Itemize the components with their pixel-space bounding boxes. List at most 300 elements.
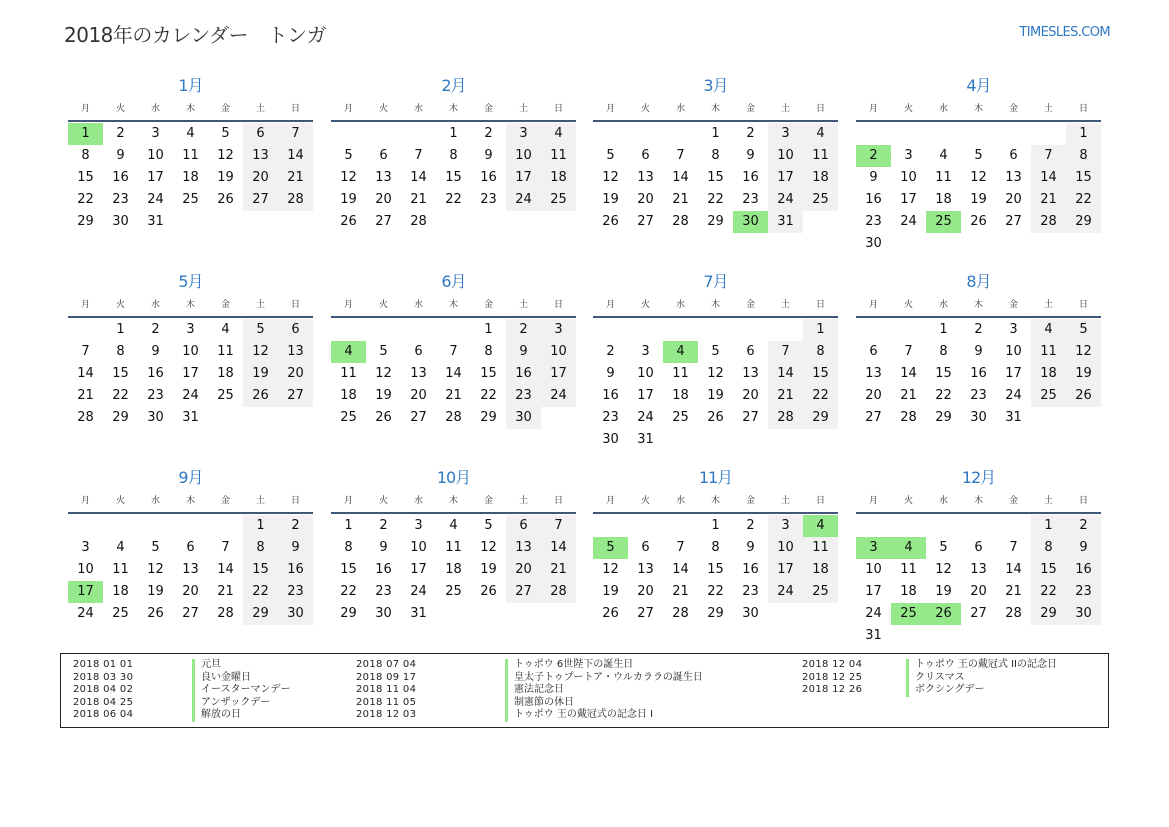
day-cell[interactable]: 19 xyxy=(480,562,497,577)
day-cell[interactable]: 15 xyxy=(77,170,94,185)
holiday-day-cell[interactable]: 4 xyxy=(803,515,838,537)
day-cell[interactable]: 18 xyxy=(935,192,952,207)
day-cell[interactable]: 24 xyxy=(900,214,917,229)
day-cell[interactable]: 28 xyxy=(1005,606,1022,621)
day-cell[interactable]: 23 xyxy=(480,192,497,207)
day-cell[interactable]: 23 xyxy=(112,192,129,207)
day-cell[interactable]: 23 xyxy=(147,388,164,403)
day-cell[interactable]: 27 xyxy=(410,410,427,425)
day-cell[interactable]: 20 xyxy=(182,584,199,599)
day-cell[interactable]: 27 xyxy=(278,385,313,407)
day-cell[interactable]: 1 xyxy=(1031,515,1066,537)
day-cell[interactable]: 10 xyxy=(1005,344,1022,359)
day-cell[interactable]: 31 xyxy=(1005,410,1022,425)
day-cell[interactable]: 29 xyxy=(243,603,278,625)
day-cell[interactable]: 11 xyxy=(935,170,952,185)
day-cell[interactable]: 28 xyxy=(445,410,462,425)
day-cell[interactable]: 1 xyxy=(711,518,720,533)
day-cell[interactable]: 19 xyxy=(243,363,278,385)
day-cell[interactable]: 4 xyxy=(221,322,230,337)
day-cell[interactable]: 26 xyxy=(970,214,987,229)
day-cell[interactable]: 6 xyxy=(506,515,541,537)
day-cell[interactable]: 24 xyxy=(865,606,882,621)
holiday-day-cell[interactable]: 4 xyxy=(331,341,366,363)
day-cell[interactable]: 15 xyxy=(480,366,497,381)
day-cell[interactable]: 9 xyxy=(746,148,755,163)
day-cell[interactable]: 14 xyxy=(278,145,313,167)
day-cell[interactable]: 7 xyxy=(414,148,423,163)
day-cell[interactable]: 3 xyxy=(768,123,803,145)
day-cell[interactable]: 30 xyxy=(1066,603,1101,625)
day-cell[interactable]: 25 xyxy=(541,189,576,211)
day-cell[interactable]: 9 xyxy=(151,344,160,359)
day-cell[interactable]: 7 xyxy=(1031,145,1066,167)
day-cell[interactable]: 23 xyxy=(506,385,541,407)
day-cell[interactable]: 13 xyxy=(182,562,199,577)
day-cell[interactable]: 11 xyxy=(217,344,234,359)
day-cell[interactable]: 10 xyxy=(637,366,654,381)
day-cell[interactable]: 17 xyxy=(147,170,164,185)
day-cell[interactable]: 12 xyxy=(602,170,619,185)
day-cell[interactable]: 24 xyxy=(637,410,654,425)
day-cell[interactable]: 9 xyxy=(116,148,125,163)
day-cell[interactable]: 17 xyxy=(182,366,199,381)
day-cell[interactable]: 2 xyxy=(151,322,160,337)
day-cell[interactable]: 6 xyxy=(278,319,313,341)
day-cell[interactable]: 9 xyxy=(869,170,878,185)
day-cell[interactable]: 13 xyxy=(410,366,427,381)
day-cell[interactable]: 11 xyxy=(803,537,838,559)
day-cell[interactable]: 2 xyxy=(606,344,615,359)
day-cell[interactable]: 8 xyxy=(484,344,493,359)
day-cell[interactable]: 14 xyxy=(672,562,689,577)
day-cell[interactable]: 20 xyxy=(742,388,759,403)
day-cell[interactable]: 6 xyxy=(641,540,650,555)
day-cell[interactable]: 20 xyxy=(637,584,654,599)
day-cell[interactable]: 16 xyxy=(112,170,129,185)
day-cell[interactable]: 27 xyxy=(637,606,654,621)
day-cell[interactable]: 23 xyxy=(375,584,392,599)
day-cell[interactable]: 5 xyxy=(243,319,278,341)
day-cell[interactable]: 30 xyxy=(375,606,392,621)
day-cell[interactable]: 22 xyxy=(77,192,94,207)
day-cell[interactable]: 28 xyxy=(278,189,313,211)
day-cell[interactable]: 10 xyxy=(865,562,882,577)
day-cell[interactable]: 6 xyxy=(379,148,388,163)
day-cell[interactable]: 29 xyxy=(1066,211,1101,233)
day-cell[interactable]: 9 xyxy=(484,148,493,163)
day-cell[interactable]: 17 xyxy=(410,562,427,577)
day-cell[interactable]: 15 xyxy=(803,363,838,385)
day-cell[interactable]: 1 xyxy=(449,126,458,141)
holiday-day-cell[interactable]: 25 xyxy=(891,603,926,625)
day-cell[interactable]: 21 xyxy=(278,167,313,189)
day-cell[interactable]: 16 xyxy=(742,562,759,577)
day-cell[interactable]: 18 xyxy=(1031,363,1066,385)
day-cell[interactable]: 3 xyxy=(151,126,160,141)
day-cell[interactable]: 14 xyxy=(217,562,234,577)
day-cell[interactable]: 18 xyxy=(340,388,357,403)
day-cell[interactable]: 16 xyxy=(480,170,497,185)
day-cell[interactable]: 29 xyxy=(707,214,724,229)
day-cell[interactable]: 3 xyxy=(904,148,913,163)
day-cell[interactable]: 28 xyxy=(768,407,803,429)
day-cell[interactable]: 4 xyxy=(186,126,195,141)
day-cell[interactable]: 9 xyxy=(506,341,541,363)
day-cell[interactable]: 5 xyxy=(606,148,615,163)
day-cell[interactable]: 24 xyxy=(768,581,803,603)
day-cell[interactable]: 23 xyxy=(865,214,882,229)
day-cell[interactable]: 9 xyxy=(1066,537,1101,559)
day-cell[interactable]: 20 xyxy=(278,363,313,385)
day-cell[interactable]: 2 xyxy=(974,322,983,337)
day-cell[interactable]: 10 xyxy=(768,537,803,559)
day-cell[interactable]: 1 xyxy=(344,518,353,533)
day-cell[interactable]: 8 xyxy=(81,148,90,163)
day-cell[interactable]: 20 xyxy=(375,192,392,207)
day-cell[interactable]: 9 xyxy=(379,540,388,555)
day-cell[interactable]: 8 xyxy=(1031,537,1066,559)
day-cell[interactable]: 11 xyxy=(541,145,576,167)
day-cell[interactable]: 7 xyxy=(676,540,685,555)
day-cell[interactable]: 14 xyxy=(672,170,689,185)
day-cell[interactable]: 28 xyxy=(1031,211,1066,233)
day-cell[interactable]: 4 xyxy=(803,123,838,145)
day-cell[interactable]: 11 xyxy=(112,562,129,577)
day-cell[interactable]: 30 xyxy=(742,606,759,621)
day-cell[interactable]: 6 xyxy=(1009,148,1018,163)
day-cell[interactable]: 11 xyxy=(803,145,838,167)
day-cell[interactable]: 21 xyxy=(217,584,234,599)
day-cell[interactable]: 21 xyxy=(445,388,462,403)
day-cell[interactable]: 8 xyxy=(344,540,353,555)
day-cell[interactable]: 26 xyxy=(480,584,497,599)
day-cell[interactable]: 13 xyxy=(865,366,882,381)
day-cell[interactable]: 10 xyxy=(147,148,164,163)
day-cell[interactable]: 31 xyxy=(410,606,427,621)
day-cell[interactable]: 13 xyxy=(375,170,392,185)
day-cell[interactable]: 20 xyxy=(410,388,427,403)
day-cell[interactable]: 29 xyxy=(803,407,838,429)
day-cell[interactable]: 14 xyxy=(900,366,917,381)
day-cell[interactable]: 14 xyxy=(445,366,462,381)
day-cell[interactable]: 16 xyxy=(865,192,882,207)
day-cell[interactable]: 13 xyxy=(1005,170,1022,185)
day-cell[interactable]: 13 xyxy=(742,366,759,381)
day-cell[interactable]: 31 xyxy=(147,214,164,229)
day-cell[interactable]: 16 xyxy=(278,559,313,581)
day-cell[interactable]: 23 xyxy=(278,581,313,603)
day-cell[interactable]: 16 xyxy=(147,366,164,381)
day-cell[interactable]: 21 xyxy=(1005,584,1022,599)
day-cell[interactable]: 5 xyxy=(379,344,388,359)
day-cell[interactable]: 31 xyxy=(637,432,654,447)
day-cell[interactable]: 15 xyxy=(935,366,952,381)
day-cell[interactable]: 22 xyxy=(803,385,838,407)
day-cell[interactable]: 7 xyxy=(449,344,458,359)
day-cell[interactable]: 10 xyxy=(541,341,576,363)
day-cell[interactable]: 6 xyxy=(186,540,195,555)
day-cell[interactable]: 7 xyxy=(768,341,803,363)
day-cell[interactable]: 24 xyxy=(768,189,803,211)
day-cell[interactable]: 11 xyxy=(182,148,199,163)
day-cell[interactable]: 22 xyxy=(340,584,357,599)
day-cell[interactable]: 5 xyxy=(1066,319,1101,341)
day-cell[interactable]: 13 xyxy=(243,145,278,167)
day-cell[interactable]: 27 xyxy=(182,606,199,621)
day-cell[interactable]: 4 xyxy=(939,148,948,163)
day-cell[interactable]: 15 xyxy=(243,559,278,581)
day-cell[interactable]: 13 xyxy=(506,537,541,559)
day-cell[interactable]: 20 xyxy=(637,192,654,207)
day-cell[interactable]: 5 xyxy=(151,540,160,555)
day-cell[interactable]: 9 xyxy=(746,540,755,555)
day-cell[interactable]: 12 xyxy=(602,562,619,577)
day-cell[interactable]: 19 xyxy=(602,584,619,599)
day-cell[interactable]: 7 xyxy=(278,123,313,145)
day-cell[interactable]: 15 xyxy=(1031,559,1066,581)
day-cell[interactable]: 5 xyxy=(939,540,948,555)
day-cell[interactable]: 25 xyxy=(445,584,462,599)
day-cell[interactable]: 26 xyxy=(243,385,278,407)
day-cell[interactable]: 11 xyxy=(340,366,357,381)
day-cell[interactable]: 18 xyxy=(672,388,689,403)
day-cell[interactable]: 12 xyxy=(935,562,952,577)
day-cell[interactable]: 26 xyxy=(602,214,619,229)
day-cell[interactable]: 24 xyxy=(182,388,199,403)
day-cell[interactable]: 29 xyxy=(112,410,129,425)
day-cell[interactable]: 22 xyxy=(707,584,724,599)
day-cell[interactable]: 18 xyxy=(182,170,199,185)
day-cell[interactable]: 1 xyxy=(711,126,720,141)
day-cell[interactable]: 12 xyxy=(243,341,278,363)
day-cell[interactable]: 2 xyxy=(116,126,125,141)
day-cell[interactable]: 12 xyxy=(147,562,164,577)
day-cell[interactable]: 26 xyxy=(375,410,392,425)
day-cell[interactable]: 12 xyxy=(707,366,724,381)
holiday-day-cell[interactable]: 26 xyxy=(926,603,961,625)
day-cell[interactable]: 8 xyxy=(803,341,838,363)
day-cell[interactable]: 16 xyxy=(375,562,392,577)
day-cell[interactable]: 17 xyxy=(637,388,654,403)
day-cell[interactable]: 8 xyxy=(1066,145,1101,167)
day-cell[interactable]: 28 xyxy=(672,606,689,621)
day-cell[interactable]: 10 xyxy=(77,562,94,577)
day-cell[interactable]: 7 xyxy=(676,148,685,163)
day-cell[interactable]: 18 xyxy=(541,167,576,189)
day-cell[interactable]: 1 xyxy=(484,322,493,337)
day-cell[interactable]: 19 xyxy=(935,584,952,599)
day-cell[interactable]: 1 xyxy=(243,515,278,537)
day-cell[interactable]: 3 xyxy=(506,123,541,145)
day-cell[interactable]: 8 xyxy=(116,344,125,359)
day-cell[interactable]: 21 xyxy=(900,388,917,403)
day-cell[interactable]: 18 xyxy=(445,562,462,577)
day-cell[interactable]: 22 xyxy=(112,388,129,403)
day-cell[interactable]: 17 xyxy=(900,192,917,207)
day-cell[interactable]: 25 xyxy=(182,192,199,207)
day-cell[interactable]: 13 xyxy=(637,170,654,185)
day-cell[interactable]: 21 xyxy=(768,385,803,407)
day-cell[interactable]: 21 xyxy=(672,192,689,207)
day-cell[interactable]: 1 xyxy=(1066,123,1101,145)
day-cell[interactable]: 29 xyxy=(1031,603,1066,625)
day-cell[interactable]: 2 xyxy=(506,319,541,341)
day-cell[interactable]: 6 xyxy=(869,344,878,359)
holiday-day-cell[interactable]: 25 xyxy=(926,211,961,233)
day-cell[interactable]: 15 xyxy=(707,562,724,577)
day-cell[interactable]: 16 xyxy=(970,366,987,381)
day-cell[interactable]: 20 xyxy=(865,388,882,403)
day-cell[interactable]: 4 xyxy=(541,123,576,145)
day-cell[interactable]: 26 xyxy=(217,192,234,207)
day-cell[interactable]: 4 xyxy=(116,540,125,555)
day-cell[interactable]: 7 xyxy=(1009,540,1018,555)
day-cell[interactable]: 14 xyxy=(77,366,94,381)
day-cell[interactable]: 2 xyxy=(278,515,313,537)
day-cell[interactable]: 24 xyxy=(410,584,427,599)
day-cell[interactable]: 19 xyxy=(340,192,357,207)
day-cell[interactable]: 18 xyxy=(803,559,838,581)
day-cell[interactable]: 19 xyxy=(707,388,724,403)
day-cell[interactable]: 22 xyxy=(1066,189,1101,211)
day-cell[interactable]: 30 xyxy=(506,407,541,429)
day-cell[interactable]: 5 xyxy=(221,126,230,141)
day-cell[interactable]: 30 xyxy=(602,432,619,447)
day-cell[interactable]: 19 xyxy=(602,192,619,207)
day-cell[interactable]: 15 xyxy=(112,366,129,381)
day-cell[interactable]: 15 xyxy=(1066,167,1101,189)
day-cell[interactable]: 22 xyxy=(935,388,952,403)
day-cell[interactable]: 18 xyxy=(803,167,838,189)
day-cell[interactable]: 14 xyxy=(1031,167,1066,189)
day-cell[interactable]: 16 xyxy=(742,170,759,185)
day-cell[interactable]: 9 xyxy=(278,537,313,559)
day-cell[interactable]: 31 xyxy=(182,410,199,425)
day-cell[interactable]: 7 xyxy=(541,515,576,537)
day-cell[interactable]: 29 xyxy=(707,606,724,621)
day-cell[interactable]: 15 xyxy=(340,562,357,577)
day-cell[interactable]: 18 xyxy=(900,584,917,599)
day-cell[interactable]: 10 xyxy=(768,145,803,167)
day-cell[interactable]: 28 xyxy=(217,606,234,621)
day-cell[interactable]: 5 xyxy=(484,518,493,533)
day-cell[interactable]: 2 xyxy=(746,126,755,141)
day-cell[interactable]: 14 xyxy=(541,537,576,559)
day-cell[interactable]: 25 xyxy=(672,410,689,425)
day-cell[interactable]: 27 xyxy=(637,214,654,229)
day-cell[interactable]: 18 xyxy=(112,584,129,599)
day-cell[interactable]: 21 xyxy=(672,584,689,599)
day-cell[interactable]: 22 xyxy=(1031,581,1066,603)
day-cell[interactable]: 9 xyxy=(974,344,983,359)
day-cell[interactable]: 20 xyxy=(506,559,541,581)
day-cell[interactable]: 19 xyxy=(375,388,392,403)
holiday-day-cell[interactable]: 2 xyxy=(856,145,891,167)
day-cell[interactable]: 20 xyxy=(970,584,987,599)
day-cell[interactable]: 8 xyxy=(939,344,948,359)
holiday-day-cell[interactable]: 4 xyxy=(891,537,926,559)
day-cell[interactable]: 8 xyxy=(711,148,720,163)
day-cell[interactable]: 15 xyxy=(445,170,462,185)
day-cell[interactable]: 27 xyxy=(742,410,759,425)
day-cell[interactable]: 23 xyxy=(742,192,759,207)
day-cell[interactable]: 12 xyxy=(375,366,392,381)
day-cell[interactable]: 27 xyxy=(865,410,882,425)
day-cell[interactable]: 21 xyxy=(77,388,94,403)
day-cell[interactable]: 24 xyxy=(1005,388,1022,403)
day-cell[interactable]: 6 xyxy=(746,344,755,359)
day-cell[interactable]: 3 xyxy=(541,319,576,341)
holiday-day-cell[interactable]: 1 xyxy=(68,123,103,145)
day-cell[interactable]: 14 xyxy=(1005,562,1022,577)
day-cell[interactable]: 7 xyxy=(81,344,90,359)
day-cell[interactable]: 22 xyxy=(480,388,497,403)
day-cell[interactable]: 6 xyxy=(414,344,423,359)
day-cell[interactable]: 19 xyxy=(147,584,164,599)
day-cell[interactable]: 1 xyxy=(939,322,948,337)
day-cell[interactable]: 24 xyxy=(77,606,94,621)
day-cell[interactable]: 15 xyxy=(707,170,724,185)
day-cell[interactable]: 22 xyxy=(707,192,724,207)
day-cell[interactable]: 6 xyxy=(243,123,278,145)
day-cell[interactable]: 17 xyxy=(541,363,576,385)
day-cell[interactable]: 20 xyxy=(243,167,278,189)
day-cell[interactable]: 16 xyxy=(1066,559,1101,581)
day-cell[interactable]: 22 xyxy=(445,192,462,207)
day-cell[interactable]: 10 xyxy=(506,145,541,167)
day-cell[interactable]: 13 xyxy=(278,341,313,363)
day-cell[interactable]: 14 xyxy=(410,170,427,185)
day-cell[interactable]: 24 xyxy=(541,385,576,407)
day-cell[interactable]: 29 xyxy=(77,214,94,229)
day-cell[interactable]: 31 xyxy=(865,628,882,643)
day-cell[interactable]: 27 xyxy=(506,581,541,603)
day-cell[interactable]: 28 xyxy=(672,214,689,229)
day-cell[interactable]: 12 xyxy=(970,170,987,185)
day-cell[interactable]: 25 xyxy=(1031,385,1066,407)
day-cell[interactable]: 20 xyxy=(1005,192,1022,207)
day-cell[interactable]: 30 xyxy=(147,410,164,425)
day-cell[interactable]: 21 xyxy=(1031,189,1066,211)
day-cell[interactable]: 26 xyxy=(147,606,164,621)
day-cell[interactable]: 3 xyxy=(414,518,423,533)
day-cell[interactable]: 2 xyxy=(379,518,388,533)
day-cell[interactable]: 22 xyxy=(243,581,278,603)
day-cell[interactable]: 27 xyxy=(243,189,278,211)
day-cell[interactable]: 23 xyxy=(1066,581,1101,603)
day-cell[interactable]: 8 xyxy=(711,540,720,555)
day-cell[interactable]: 11 xyxy=(900,562,917,577)
day-cell[interactable]: 5 xyxy=(344,148,353,163)
day-cell[interactable]: 23 xyxy=(742,584,759,599)
day-cell[interactable]: 30 xyxy=(865,236,882,251)
day-cell[interactable]: 23 xyxy=(970,388,987,403)
day-cell[interactable]: 11 xyxy=(1031,341,1066,363)
day-cell[interactable]: 26 xyxy=(1066,385,1101,407)
day-cell[interactable]: 9 xyxy=(606,366,615,381)
day-cell[interactable]: 3 xyxy=(1009,322,1018,337)
day-cell[interactable]: 11 xyxy=(672,366,689,381)
day-cell[interactable]: 10 xyxy=(182,344,199,359)
day-cell[interactable]: 26 xyxy=(340,214,357,229)
day-cell[interactable]: 25 xyxy=(803,581,838,603)
day-cell[interactable]: 2 xyxy=(1066,515,1101,537)
holiday-day-cell[interactable]: 3 xyxy=(856,537,891,559)
day-cell[interactable]: 3 xyxy=(641,344,650,359)
day-cell[interactable]: 10 xyxy=(410,540,427,555)
day-cell[interactable]: 27 xyxy=(970,606,987,621)
